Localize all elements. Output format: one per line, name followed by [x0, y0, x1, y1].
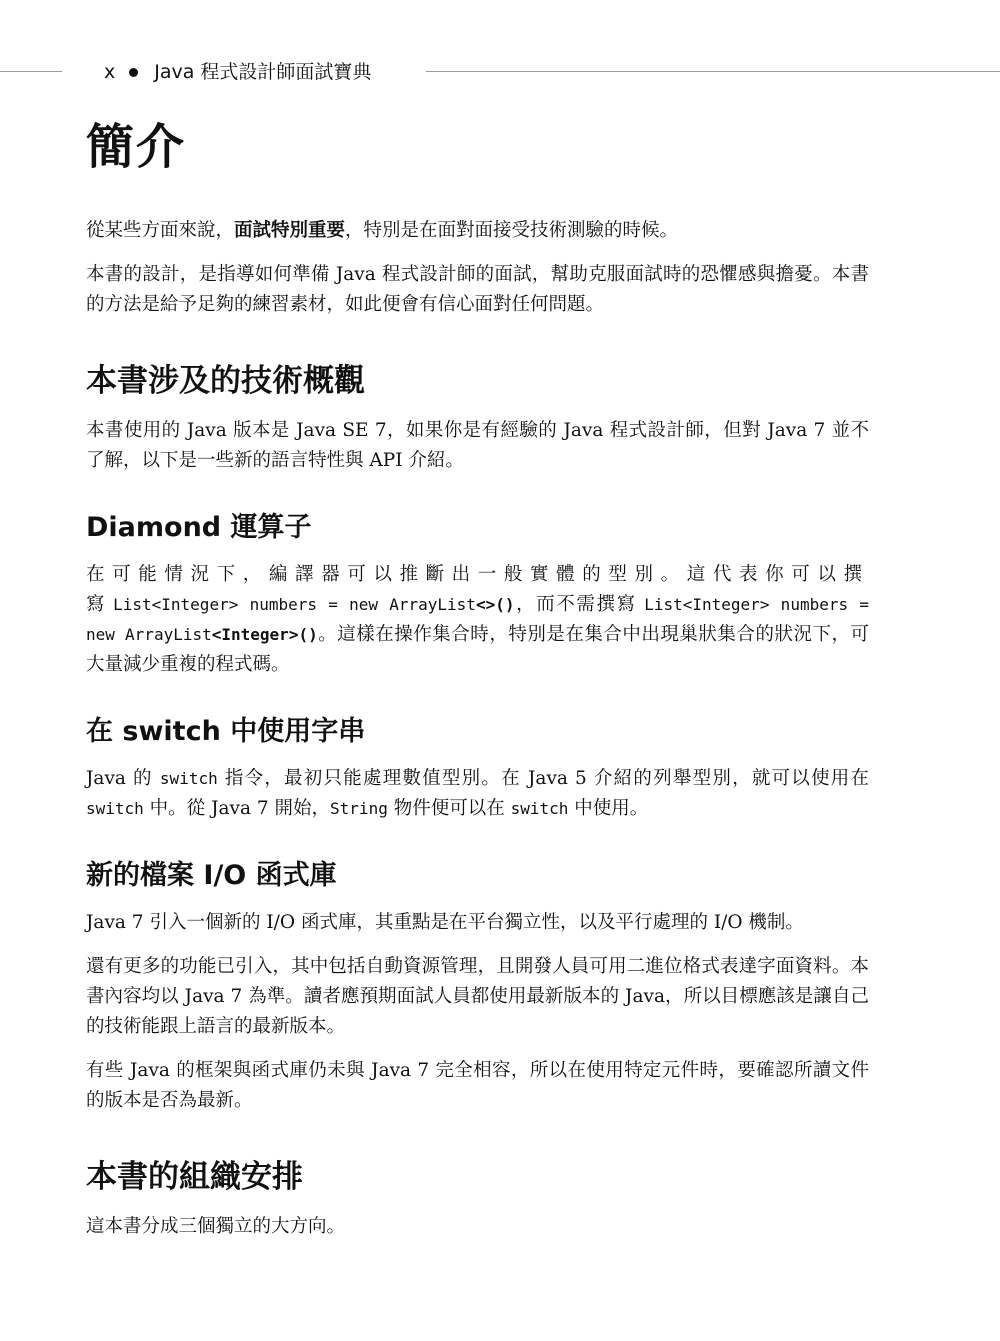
switch-paragraph: Java 的 switch 指令，最初只能處理數值型別。在 Java 5 介紹的列舉型別，就可以使用在 switch 中。從 Java 7 開始，String 物件便可以在 switch 中使用。 [86, 768, 870, 819]
subheading-switch: 在 switch 中使用字串 [86, 716, 366, 747]
book-title: Java 程式設計師面試寶典 [154, 61, 372, 83]
intro-paragraph-1: 從某些方面來說，面試特別重要，特別是在面對面接受技術測驗的時候。 [86, 220, 679, 241]
io-paragraph-2: 還有更多的功能已引入，其中包括自動資源管理，且開發人員可用二進位格式表達字面資料。本書內容均以 Java 7 為準。讀者應預期面試人員都使用最新版本的 Java，所以目標應該是讓自己的技術能跟上語言的最新版本。 [86, 956, 869, 1037]
organization-paragraph: 這本書分成三個獨立的大方向。 [86, 1216, 346, 1237]
section-heading-overview: 本書涉及的技術概觀 [86, 363, 365, 399]
io-paragraph-3: 有些 Java 的框架與函式庫仍未與 Java 7 完全相容，所以在使用特定元件時，要確認所讀文件的版本是否為最新。 [86, 1060, 870, 1111]
header-rule-right [426, 71, 1000, 72]
section-heading-organization: 本書的組織安排 [86, 1159, 303, 1195]
code-snippet: List<Integer> numbers = new ArrayList [86, 595, 869, 644]
intro-paragraph-2: 本書的設計，是指導如何準備 Java 程式設計師的面試，幫助克服面試時的恐懼感與擔憂。本書的方法是給予足夠的練習素材，如此便會有信心面對任何問題。 [86, 264, 869, 315]
io-paragraph-1: Java 7 引入一個新的 I/O 函式庫，其重點是在平台獨立性，以及平行處理的 I/O 機制。 [86, 912, 804, 933]
header-rule-left [0, 71, 62, 72]
page-content [86, 116, 869, 1256]
bullet-icon [129, 68, 138, 77]
subheading-diamond: Diamond 運算子 [86, 512, 312, 543]
header-text [104, 58, 371, 86]
subheading-io: 新的檔案 I/O 函式庫 [86, 860, 337, 891]
overview-paragraph: 本書使用的 Java 版本是 Java SE 7，如果你是有經驗的 Java 程式設計師，但對 Java 7 並不了解，以下是一些新的語言特性與 API 介紹。 [86, 420, 870, 471]
emphasis-text: 面試特別重要 [234, 220, 346, 241]
page-title: 簡介 [86, 119, 187, 175]
diamond-paragraph: 在可能情況下，編譯器可以推斷出一般實體的型別。這代表你可以撰寫List<Integer> numbers = new ArrayList<>()，而不需撰寫 List<Integer> numbers = new ArrayList<Integer>()。這樣在操作集合時，特別是在集合中出現巢狀集合的狀況下，可大量減少重複的程式碼。 [86, 564, 869, 675]
page-number: x [104, 61, 116, 83]
running-header [0, 58, 1000, 86]
code-snippet: List<Integer> numbers = new ArrayList [113, 595, 476, 614]
